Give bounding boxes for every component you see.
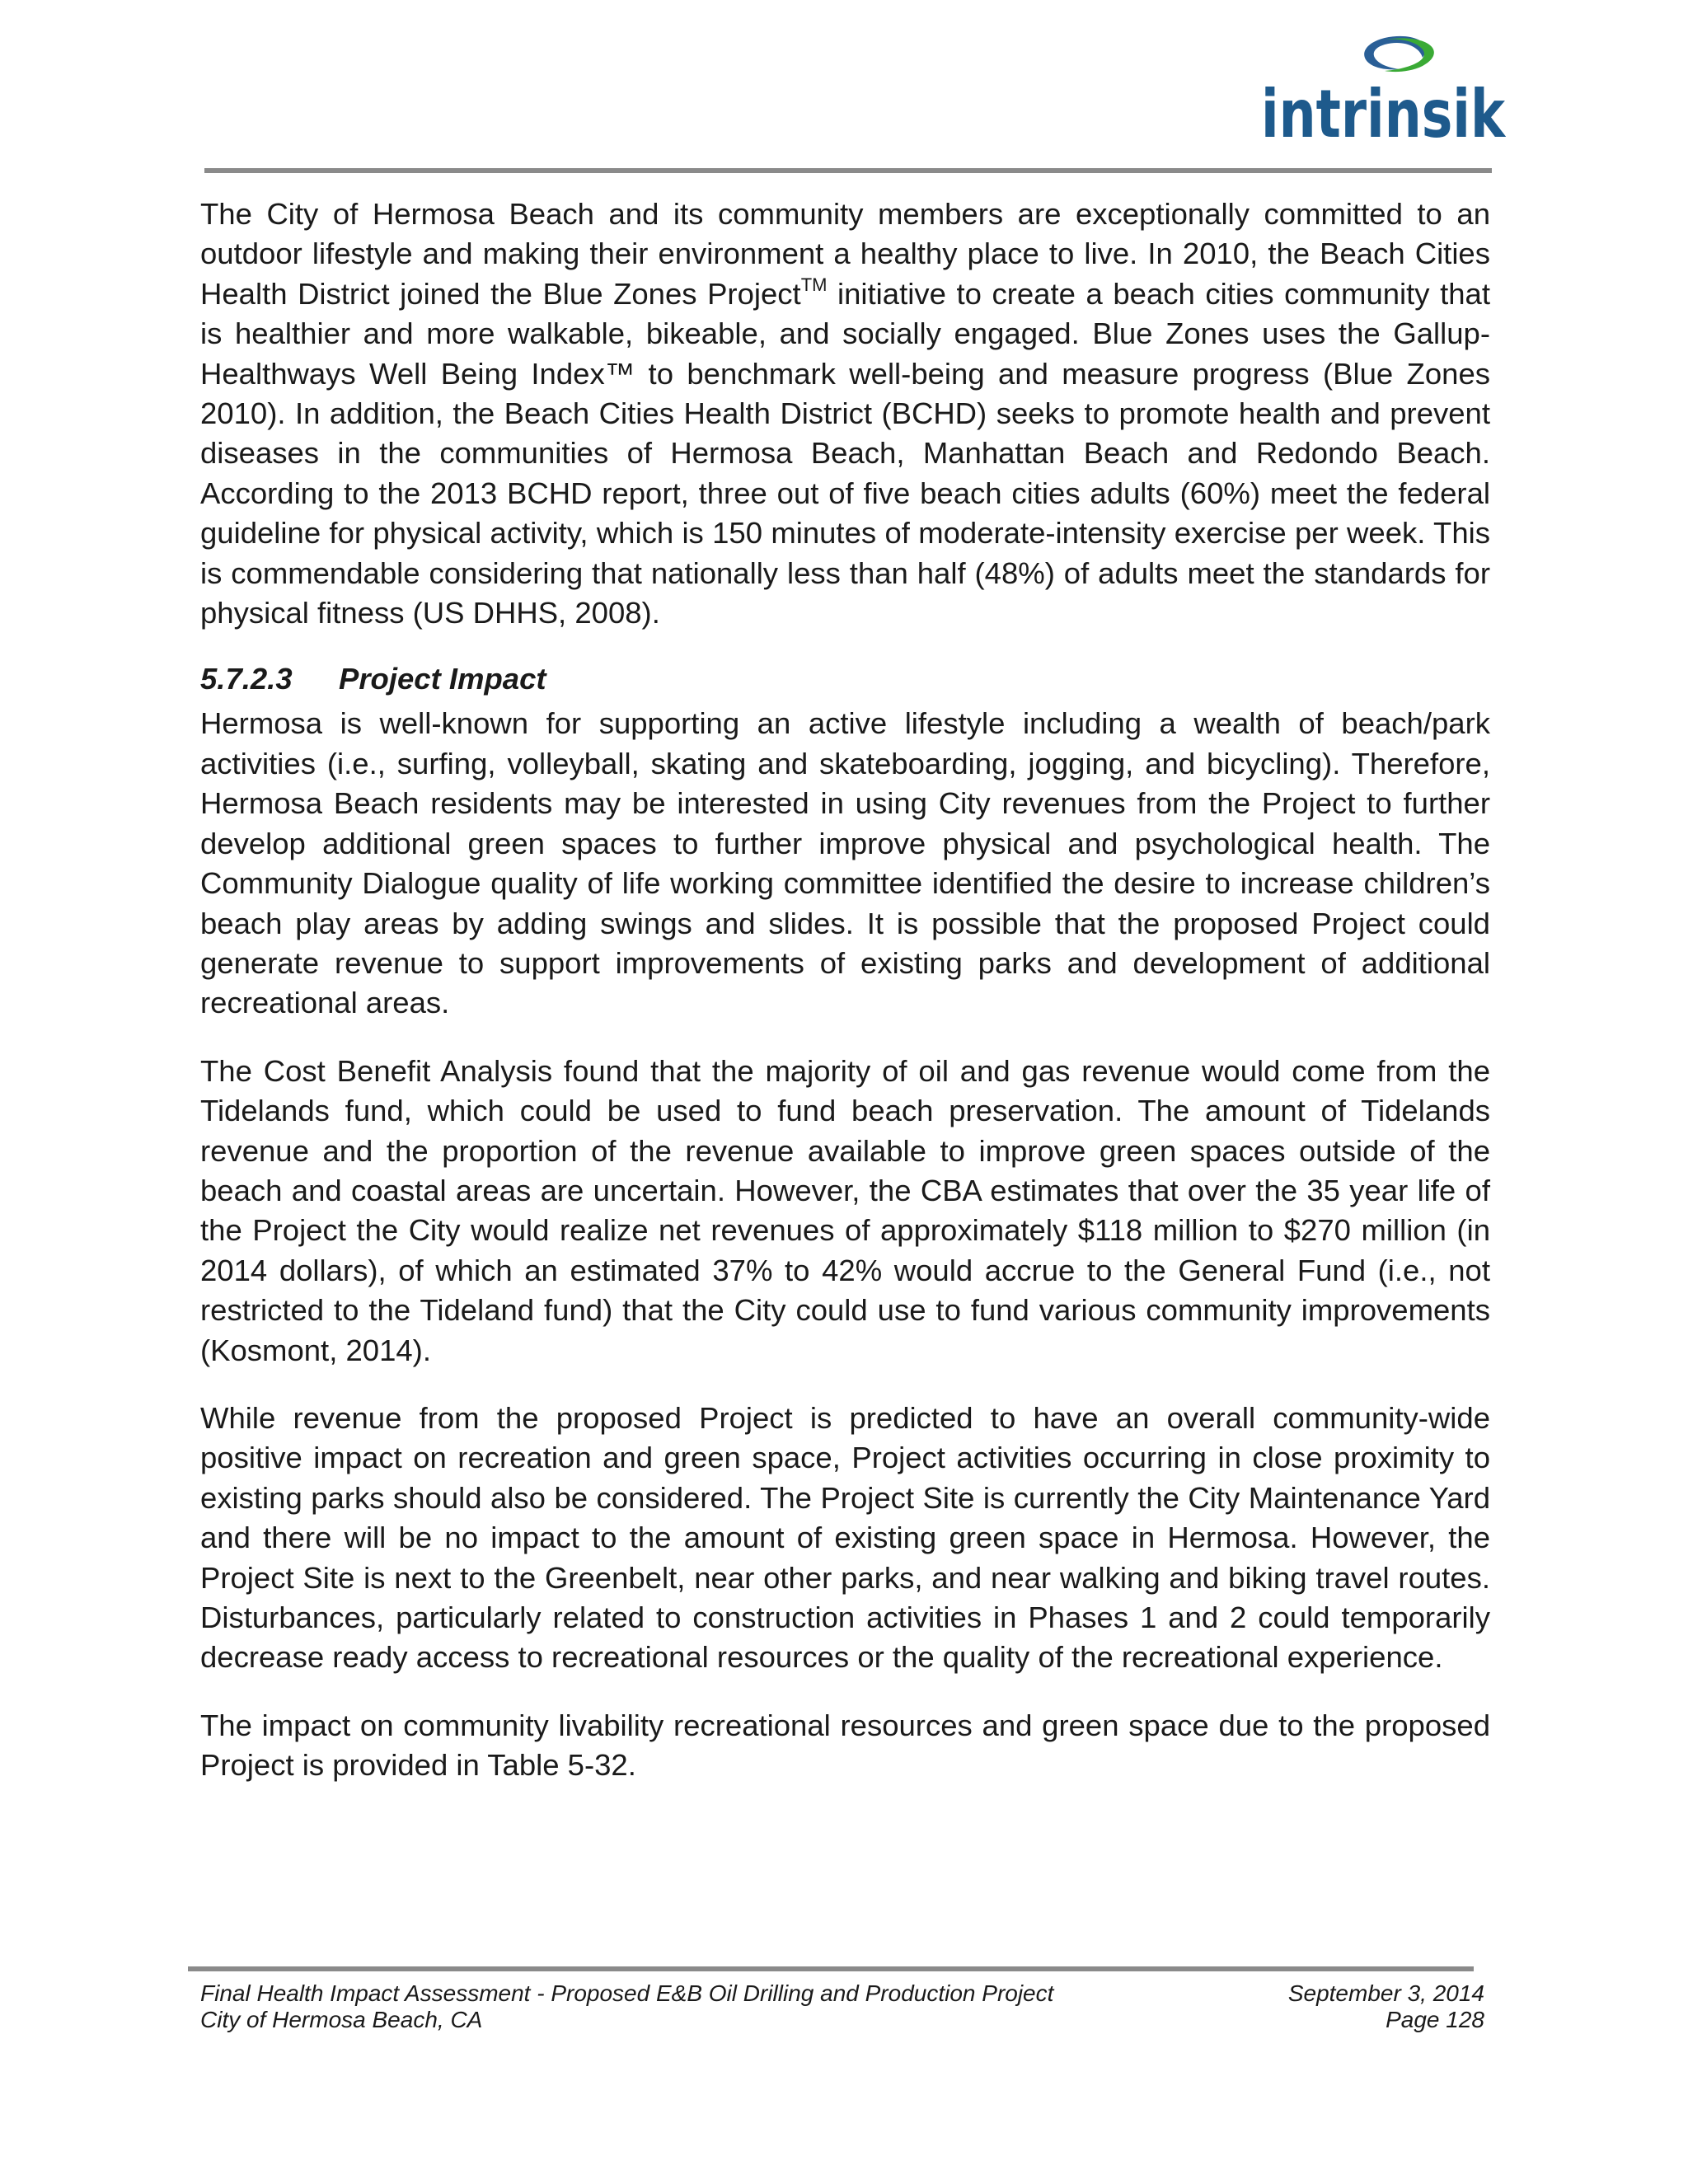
paragraph-text: initiative to create a beach cities community that is healthier and more walkable, bikeable, and socially engaged. Blue Zones uses the Gallup-Healthways Well Being Index™ to benchmark well-being and measure progress (Blue Zones 2010). In addition, the Beach Cities Health District (BCHD) seeks to promote health and prevent diseases in the communities of Hermosa Beach, Manhattan Beach and Redondo Beach. According to the 2013 BCHD report, three out of five beach cities adults (60%) meet the federal guideline for physical activity, which is 150 minutes of moderate-intensity exercise per week. This is commendable considering that nationally less than half (48%) of adults meet the standards for physical fitness (US DHHS, 2008). (200, 276, 1490, 630)
footer-location: City of Hermosa Beach, CA (200, 2007, 483, 2032)
intrinsik-logo (1261, 30, 1508, 153)
footer-rule (188, 1966, 1474, 1971)
trademark-superscript: TM (800, 274, 828, 295)
logo-wordmark: intrinsik (1261, 76, 1507, 152)
logo-swoosh-icon (1364, 36, 1434, 72)
page-footer (200, 1980, 1484, 2033)
body-paragraph-1 (200, 194, 1490, 633)
footer-page-number: Page 128 (1386, 2007, 1484, 2032)
page-body (200, 194, 1490, 1814)
body-paragraph-2: Hermosa is well-known for supporting an active lifestyle including a wealth of beach/park activities (i.e., surfing, volleyball, skating and skateboarding, jogging, and bicycling). Therefore, Hermosa Beach residents may be interested in using City revenues from the Project to further develop additional green spaces to further improve physical and psychological health. The Community Dialogue quality of life working committee identified the desire to increase children’s beach play areas by adding swings and slides. It is possible that the proposed Project could generate revenue to support improvements of existing parks and development of additional recreational areas. (200, 706, 1490, 1020)
section-heading (200, 659, 1490, 699)
body-paragraph-3: The Cost Benefit Analysis found that the majority of oil and gas revenue would come from the Tidelands fund, which could be used to fund beach preservation. The amount of Tidelands revenue and the proportion of the revenue available to improve green spaces outside of the beach and coastal areas are uncertain. However, the CBA estimates that over the 35 year life of the Project the City would realize net revenues of approximately $118 million to $270 million (in 2014 dollars), of which an estimated 37% to 42% would accrue to the General Fund (i.e., not restricted to the Tideland fund) that the City could use to fund various community improvements (Kosmont, 2014). (200, 1053, 1490, 1367)
footer-document-title: Final Health Impact Assessment - Proposed E&B Oil Drilling and Production Project (200, 1980, 1054, 2006)
footer-date: September 3, 2014 (1287, 1980, 1484, 2006)
paragraph-text: The City of Hermosa Beach and its community members are exceptionally committed to an outdoor lifestyle and making their environment a healthy place to live. In 2010, the Beach Cities Health District joined the Blue Zones Project (200, 197, 1490, 311)
body-paragraph-5: The impact on community livability recreational resources and green space due to the proposed Project is provided in Table 5-32. (200, 1708, 1490, 1783)
header-rule (204, 168, 1492, 173)
section-title: Project Impact (339, 662, 546, 696)
section-number: 5.7.2.3 (200, 662, 293, 696)
body-paragraph-4: While revenue from the proposed Project is predicted to have an overall community-wide positive impact on recreation and green space, Project activities occurring in close proximity to existing parks should also be considered. The Project Site is currently the City Maintenance Yard and there will be no impact to the amount of existing green space in Hermosa. However, the Project Site is next to the Greenbelt, near other parks, and near walking and biking travel routes. Disturbances, particularly related to construction activities in Phases 1 and 2 could temporarily decrease ready access to recreational resources or the quality of the recreational experience. (200, 1400, 1490, 1675)
